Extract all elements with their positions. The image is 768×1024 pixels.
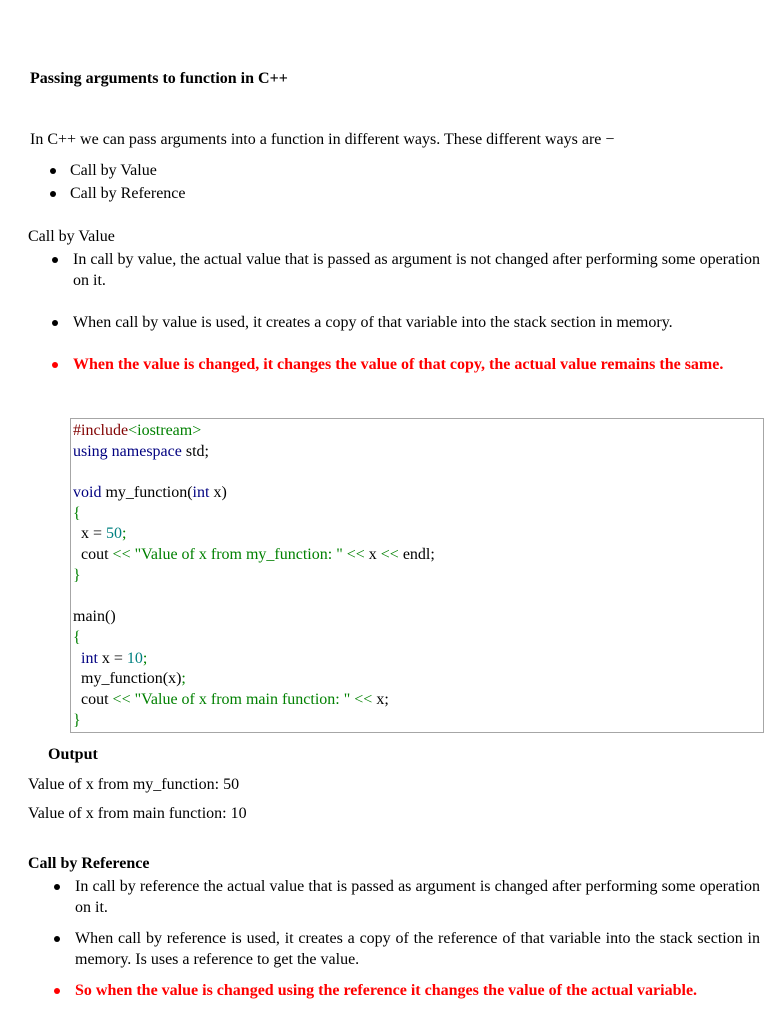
code-token: x <box>364 546 381 564</box>
code-line <box>73 504 763 525</box>
list-item <box>54 876 760 918</box>
operator-token: << <box>112 690 131 708</box>
highlight-text: So when the value is changed using the reference it changes the value of the actual variable. <box>75 982 698 999</box>
keyword-token: int <box>192 484 210 502</box>
output-line: Value of x from main function: 10 <box>28 805 247 822</box>
include-token: <iostream> <box>128 422 202 439</box>
bullet-icon <box>54 884 60 890</box>
code-line <box>73 607 763 628</box>
operator-token: << <box>380 546 399 564</box>
code-line <box>73 483 763 504</box>
brace-token: { <box>73 504 81 522</box>
code-line <box>73 628 763 649</box>
list-item <box>52 249 760 291</box>
code-token: main() <box>73 608 116 626</box>
border-tick <box>763 629 764 647</box>
output-heading: Output <box>48 746 98 763</box>
list-item <box>52 354 760 375</box>
preprocessor-token: #include <box>73 422 129 439</box>
code-line <box>73 690 763 711</box>
code-line <box>73 524 763 545</box>
code-line <box>73 711 763 732</box>
code-token: my_function(x) <box>73 670 182 688</box>
border-tick <box>763 545 764 563</box>
brace-token: { <box>73 628 81 646</box>
keyword-token: using namespace <box>73 442 182 460</box>
keyword-token: int <box>73 649 98 667</box>
list-item <box>54 928 760 970</box>
call-by-reference-points <box>54 876 760 1001</box>
bullet-icon <box>54 988 60 994</box>
code-token: std; <box>181 442 209 460</box>
bullet-icon <box>52 320 58 326</box>
operator-token: << <box>346 546 365 564</box>
page-title: Passing arguments to function in C++ <box>30 70 288 87</box>
code-token: cout <box>73 546 113 564</box>
operator-token: << <box>112 546 131 564</box>
list-item <box>50 183 350 206</box>
code-token: cout <box>73 690 113 708</box>
operator-token: << <box>354 690 373 708</box>
bullet-icon <box>52 362 58 368</box>
string-token: "Value of x from my_function: " <box>130 546 347 564</box>
code-token: endl; <box>398 546 435 564</box>
list-item <box>54 980 760 1001</box>
string-token: "Value of x from main function: " <box>130 690 355 708</box>
code-line-blank <box>73 587 763 608</box>
brace-token: } <box>73 566 81 584</box>
code-token: x = <box>97 649 127 667</box>
ways-list <box>50 160 350 206</box>
code-block <box>70 418 764 733</box>
code-token: ; <box>142 649 148 667</box>
point-text: When call by value is used, it creates a copy of that variable into the stack section in memory. <box>73 314 673 331</box>
list-item <box>50 160 350 183</box>
brace-token: } <box>73 711 81 729</box>
bullet-icon <box>52 257 58 263</box>
way-label: Call by Value <box>70 162 157 179</box>
code-line-blank <box>73 462 763 483</box>
output-line: Value of x from my_function: 50 <box>28 776 240 793</box>
call-by-value-points <box>52 249 760 375</box>
code-token: my_function( <box>101 484 193 502</box>
point-text: In call by value, the actual value that is passed as argument is not changed after performing some operation on it. <box>73 251 760 289</box>
code-line <box>73 421 763 442</box>
number-token: 50 <box>106 525 123 543</box>
code-token: x; <box>372 690 389 708</box>
bullet-icon <box>50 191 56 197</box>
point-text: In call by reference the actual value that is passed as argument is changed after performing some operation on it. <box>75 878 760 916</box>
number-token: 10 <box>126 649 143 667</box>
code-token: x) <box>209 484 227 502</box>
keyword-token: void <box>73 484 102 502</box>
code-line <box>73 545 763 566</box>
code-line <box>73 442 763 463</box>
code-line <box>73 669 763 690</box>
intro-paragraph: In C++ we can pass arguments into a function in different ways. These different ways are − <box>30 131 615 148</box>
point-text: When call by reference is used, it creates a copy of the reference of that variable into the stack section in memory. Is uses a reference to get the value. <box>75 930 760 968</box>
code-token: ; <box>181 670 186 688</box>
bullet-icon <box>54 936 60 942</box>
code-line <box>73 649 763 670</box>
code-line <box>73 566 763 587</box>
call-by-value-heading: Call by Value <box>28 228 115 245</box>
list-item <box>52 312 760 333</box>
code-token: ; <box>122 525 127 543</box>
code-token: x = <box>73 525 107 543</box>
way-label: Call by Reference <box>70 185 186 202</box>
bullet-icon <box>50 168 56 174</box>
highlight-text: When the value is changed, it changes the value of that copy, the actual value remains the same. <box>73 356 724 373</box>
call-by-reference-heading: Call by Reference <box>28 855 150 872</box>
